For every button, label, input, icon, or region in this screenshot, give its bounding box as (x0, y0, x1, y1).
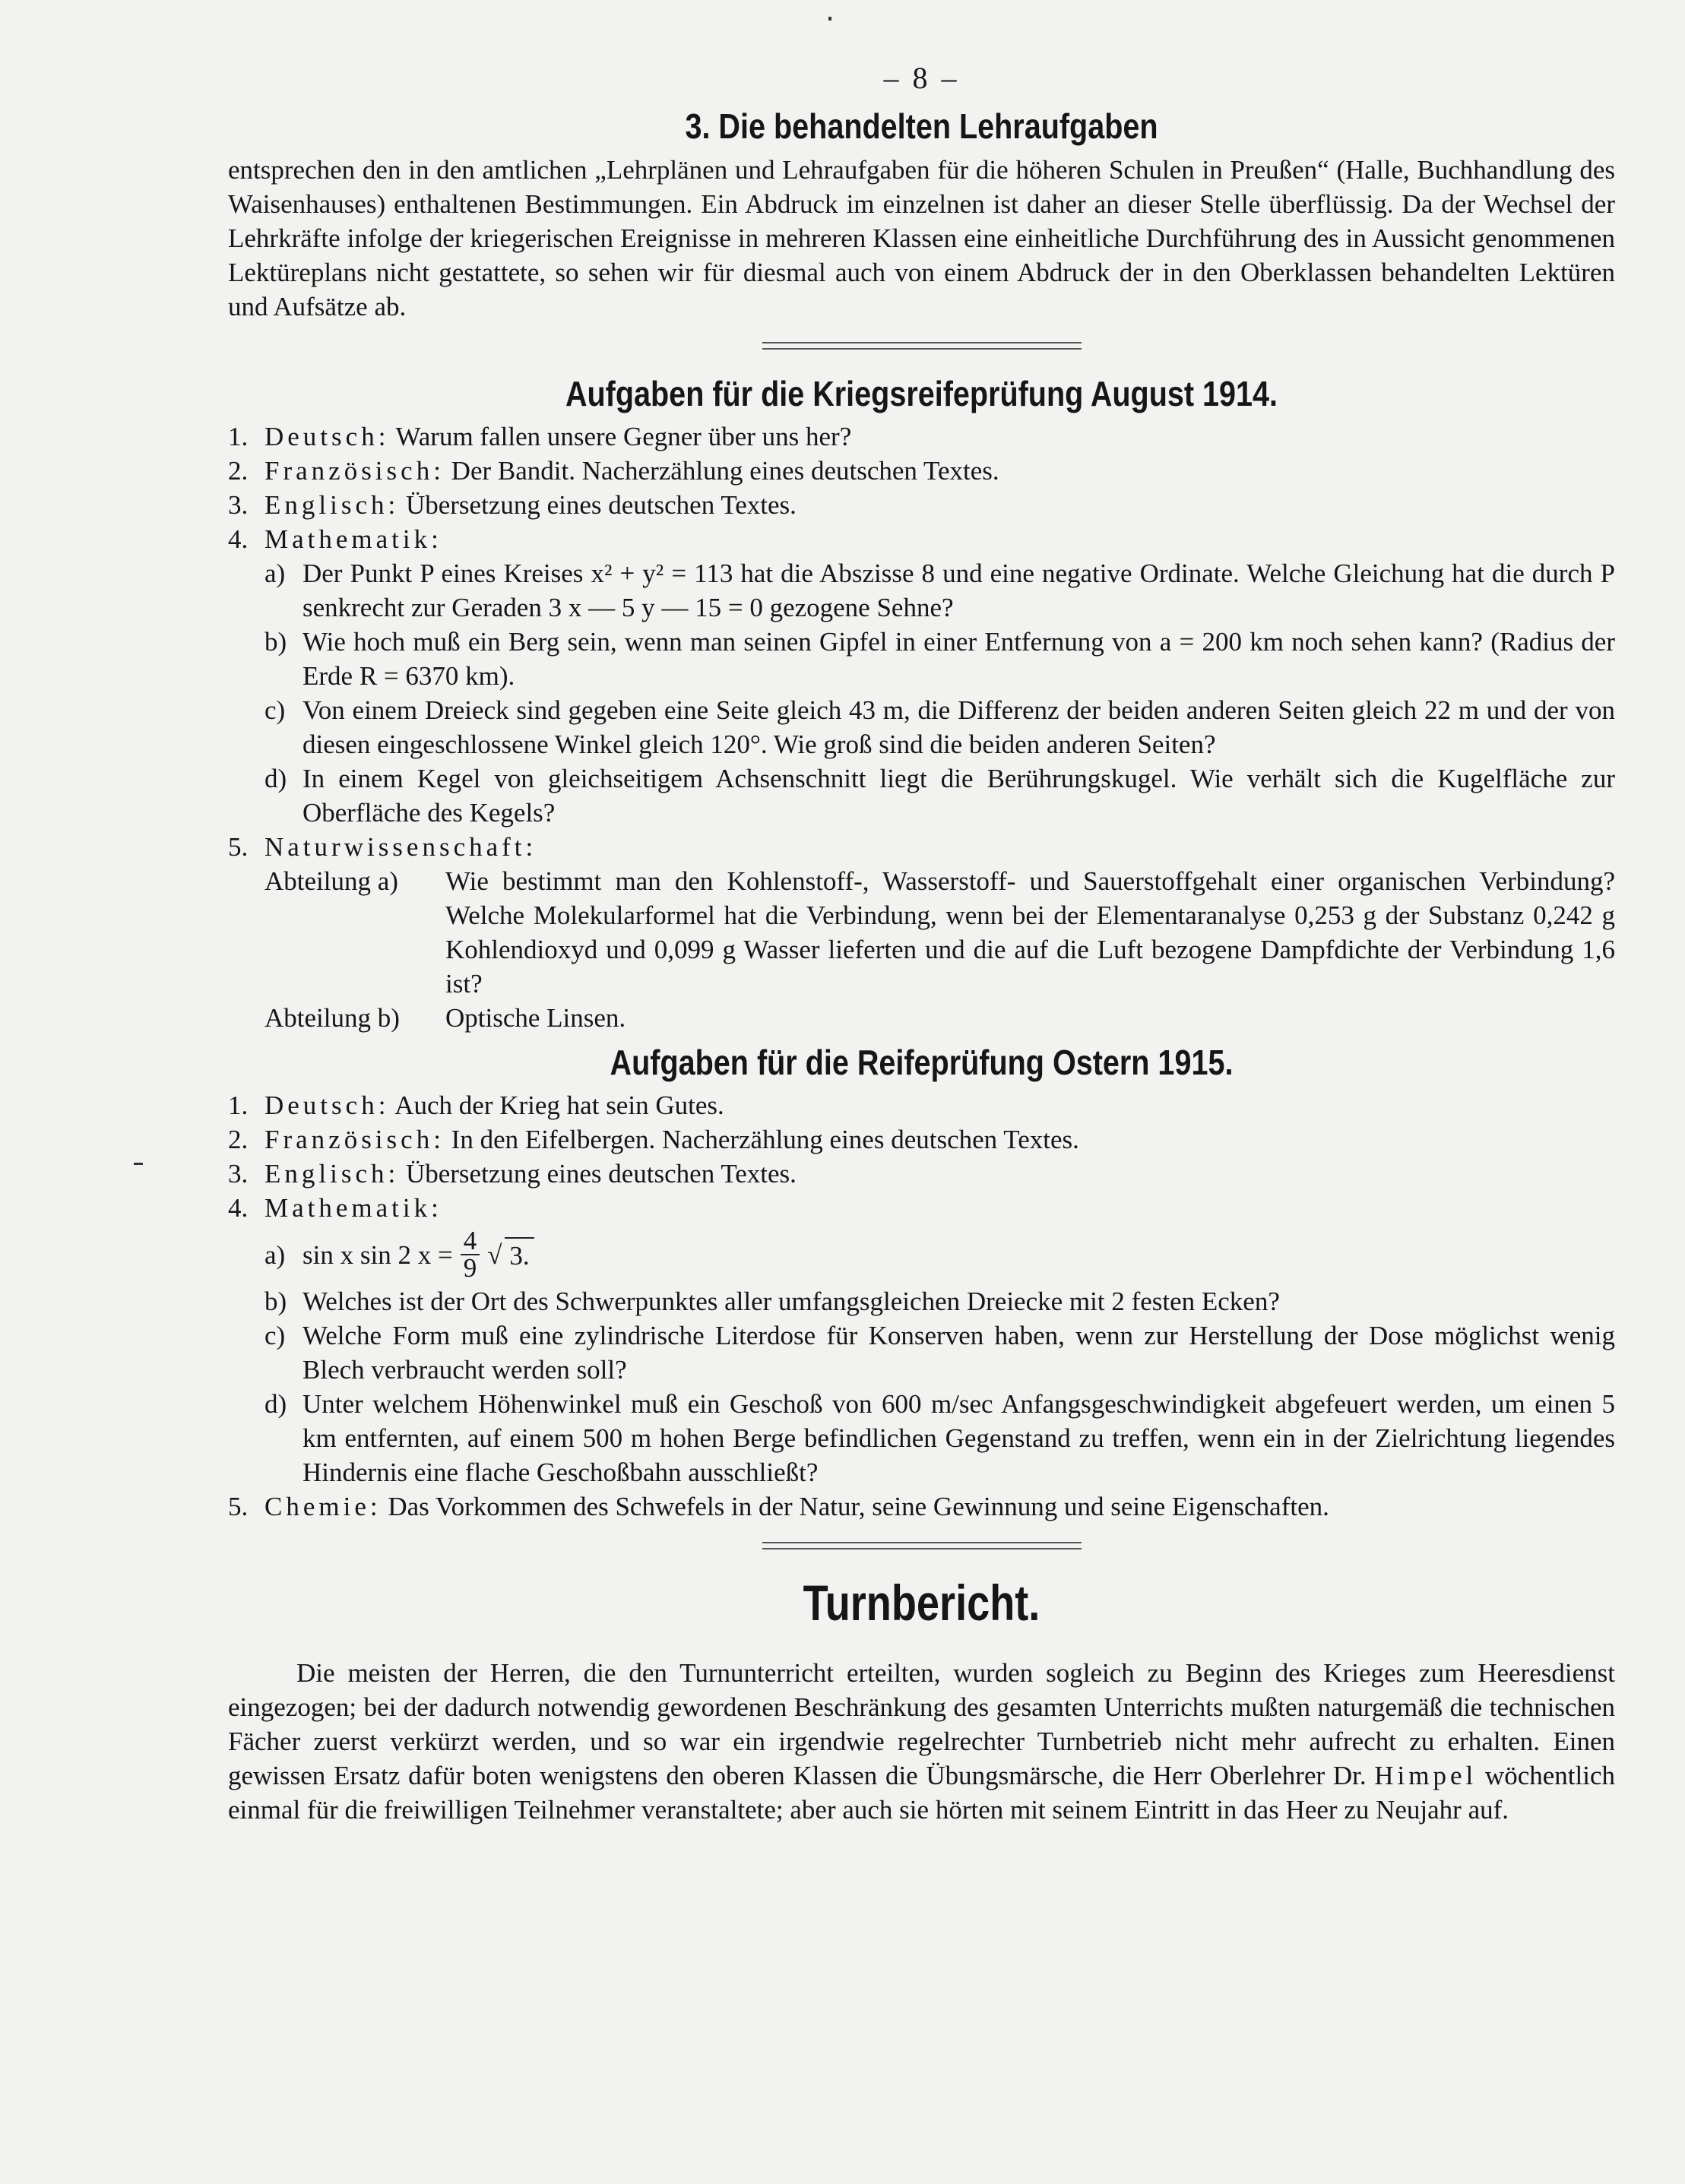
formula-lhs: sin x sin 2 x = (302, 1239, 453, 1270)
divider-rule (762, 1542, 1082, 1549)
intro-paragraph: entsprechen den in den amtlichen „Lehrplänen und Lehraufgaben für die höheren Schulen in Preußen“ (Halle, Buchhandlung des Waisenhauses) enthaltenen Bestimmungen. Ein Abdruck im einzelnen ist daher an dieser Stelle überflüssig. Da der Wechsel der Lehrkräfte infolge der kriegerischen Ereignisse in mehreren Klassen eine einheitliche Durchführung des in Aussicht genommenen Lektüreplans nicht gestattete, so sehen wir für diesmal auch von einem Abdruck der in den Oberklassen behandelten Lektüren und Aufsätze ab. (228, 155, 1615, 321)
math-task: a) Der Punkt P eines Kreises x² + y² = 113 hat die Abszisse 8 und eine negative Ordinate. Welche Gleichung hat die durch P senkrecht zur Geraden 3 x — 5 y — 15 = 0 gezogene Sehne? (264, 559, 1615, 622)
science-part-a: Abteilung a) Wie bestimmt man den Kohlenstoff-, Wasserstoff- und Sauerstoffgehalt einer organischen Verbindung? Welche Molekularformel hat die Verbindung, wenn bei der Elementaranalyse 0,253 g der Substanz 0,242 g Kohlendioxyd und 0,099 g Wasser lieferten und die auf die Luft bezogene Dampfdichte der Verbindung 1,6 ist? (264, 866, 1615, 999)
math-task: b) Welches ist der Ort des Schwerpunktes aller umfangsgleichen Dreiecke mit 2 festen Ecken? (264, 1287, 1280, 1316)
list-item: 3. Englisch: Übersetzung eines deutschen Textes. (228, 1159, 797, 1189)
math-task: d) In einem Kegel von gleichseitigem Achsenschnitt liegt die Berührungskugel. Wie verhält sich die Kugelfläche zur Oberfläche des Kegels? (264, 764, 1615, 828)
list-item: 3. Englisch: Übersetzung eines deutschen Textes. (228, 490, 797, 520)
root-sign: √ (487, 1239, 502, 1270)
list-item: 5. Chemie: Das Vorkommen des Schwefels in der Natur, seine Gewinnung und seine Eigenschaften. (228, 1492, 1329, 1521)
list-item: 4. Mathematik: (228, 1193, 442, 1223)
science-part-b: Abteilung b) Optische Linsen. (264, 1003, 626, 1033)
scan-mark-top (828, 17, 831, 21)
math-task: b) Wie hoch muß ein Berg sein, wenn man seinen Gipfel in einer Entfernung von a = 200 km noch sehen kann? (Radius der Erde R = 6370 km). (264, 627, 1615, 691)
list-item: 1. Deutsch: Warum fallen unsere Gegner über uns her? (228, 422, 852, 451)
list-item: 4. Mathematik: (228, 524, 442, 554)
fraction: $\frac{4}{9}$ (461, 1228, 480, 1281)
exam-1914-title: Aufgaben für die Kriegsreifeprüfung August 1914. (565, 374, 1278, 413)
exam-1915-title: Aufgaben für die Reifeprüfung Ostern 1915. (610, 1043, 1234, 1082)
turnbericht-paragraph: Die meisten der Herren, die den Turnunterricht erteilten, wurden sogleich zu Beginn des Krieges zum Heeresdienst eingezogen; bei der dadurch notwendig gewordenen Beschränkung des gesamten Unterrichts mußten naturgemäß die technischen Fächer zuerst verkürzt werden, und so war ein irgendwie regelrechter Turnbetrieb nicht mehr aufrecht zu erhalten. Einen gewissen Ersatz dafür boten wenigstens den oberen Klassen die Übungsmärsche, die Herr Oberlehrer Dr. Himpel wöchentlich einmal für die freiwilligen Teilnehmer veranstaltete; aber auch sie hörten mit seinem Eintritt in das Heer zu Neujahr auf. (228, 1658, 1615, 1825)
radicand: 3. (505, 1237, 534, 1273)
page-number: – 8 – (883, 61, 960, 95)
document-page (228, 61, 1615, 1827)
scan-mark-left (134, 1163, 143, 1165)
formula-task: a) sin x sin 2 x = $\frac{4}{9}$ √ 3. (228, 1225, 1615, 1284)
list-item: 2. Französisch: Der Bandit. Nacherzählung eines deutschen Textes. (228, 456, 999, 486)
list-item: 1. Deutsch: Auch der Krieg hat sein Gutes. (228, 1090, 724, 1120)
math-task: c) Welche Form muß eine zylindrische Literdose für Konserven haben, wenn zur Herstellung der Dose möglichst wenig Blech verbraucht werden soll? (264, 1321, 1615, 1385)
math-task: d) Unter welchem Höhenwinkel muß ein Geschoß von 600 m/sec Anfangsgeschwindigkeit abgefeuert werden, um einen 5 km entfernten, auf einem 500 m hohen Berge befindlichen Gegenstand zu treffen, wenn ein in der Zielrichtung liegendes Hindernis eine flache Geschoßbahn ausschließt? (264, 1389, 1615, 1487)
section-heading: 3. Die behandelten Lehraufgaben (685, 106, 1158, 146)
divider-rule (762, 342, 1082, 350)
math-task: c) Von einem Dreieck sind gegeben eine Seite gleich 43 m, die Differenz der beiden anderen Seiten gleich 22 m und der von diesen eingeschlossene Winkel gleich 120°. Wie groß sind die beiden anderen Seiten? (264, 695, 1615, 759)
list-item: 5. Naturwissenschaft: (228, 832, 537, 862)
turnbericht-title: Turnbericht. (803, 1575, 1040, 1631)
teacher-name: Himpel (1374, 1761, 1478, 1790)
list-item: 2. Französisch: In den Eifelbergen. Nacherzählung eines deutschen Textes. (228, 1125, 1079, 1154)
